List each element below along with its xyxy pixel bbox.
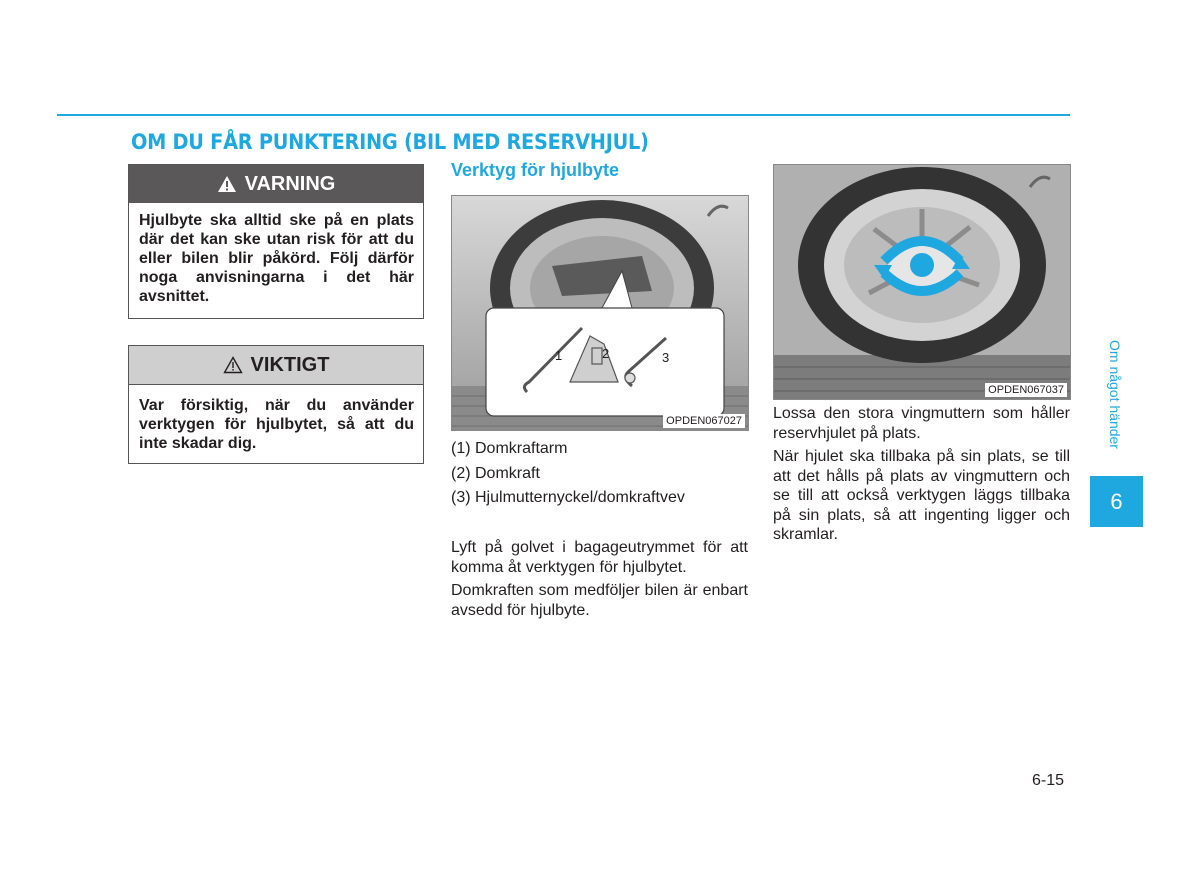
spare-wheel-figure [773,164,1071,400]
callout-2: 2 [602,346,610,361]
list-item: (1) Domkraftarm [451,440,568,457]
notice-box [128,345,424,464]
tool-list [451,437,751,511]
callout-1: 1 [555,348,563,363]
notice-header-label: VIKTIGT [250,353,330,376]
spare-wheel-illustration [774,165,1071,400]
warning-text: Hjulbyte ska alltid ske på en plats där det kan ske utan risk för att du eller bilen blir påkörd. Följ därför noga anvisningarna i det här avsnittet. [139,212,414,305]
chapter-side-label: Om något händer [1107,340,1123,449]
spare-paragraph-2: När hjulet ska tillbaka på sin plats, se till att det hålls på plats av vingmuttern och se till att också verktygen läggs tillbaka på sin plats, så att ingenting ligger och skramlar. [773,448,1070,543]
list-item: (3) Hjulmutternyckel/domkraftvev [451,489,685,506]
figure-code: OPDEN067037 [985,383,1067,397]
tools-paragraph-2: Domkraften som medföljer bilen är enbart avsedd för hjulbyte. [451,582,748,619]
tools-figure [451,195,749,431]
warning-header-label: VARNING [244,172,336,195]
notice-header [129,346,423,385]
spare-paragraph-1: Lossa den stora vingmuttern som håller reservhjulet på plats. [773,405,1070,442]
trunk-tools-illustration [452,196,749,431]
figure-code: OPDEN067027 [663,414,745,428]
section-title: OM DU FÅR PUNKTERING (BIL MED RESERVHJUL) [131,130,649,154]
list-item: (2) Domkraft [451,464,540,482]
caution-outline-triangle-icon [223,356,243,374]
warning-box [128,164,424,319]
callout-3: 3 [662,350,670,365]
chapter-tab: 6 [1090,476,1143,527]
page-number: 6-15 [1032,772,1065,789]
warning-header [129,165,423,203]
notice-text: Var försiktig, när du använder verktygen för hjulbytet, så att du inte skadar dig. [139,397,414,452]
top-rule [57,114,1070,116]
tools-heading: Verktyg för hjulbyte [451,160,620,180]
tools-paragraph-1: Lyft på golvet i bagageutrymmet för att komma åt verktygen för hjulbytet. [451,539,748,576]
warning-triangle-icon [217,175,237,193]
